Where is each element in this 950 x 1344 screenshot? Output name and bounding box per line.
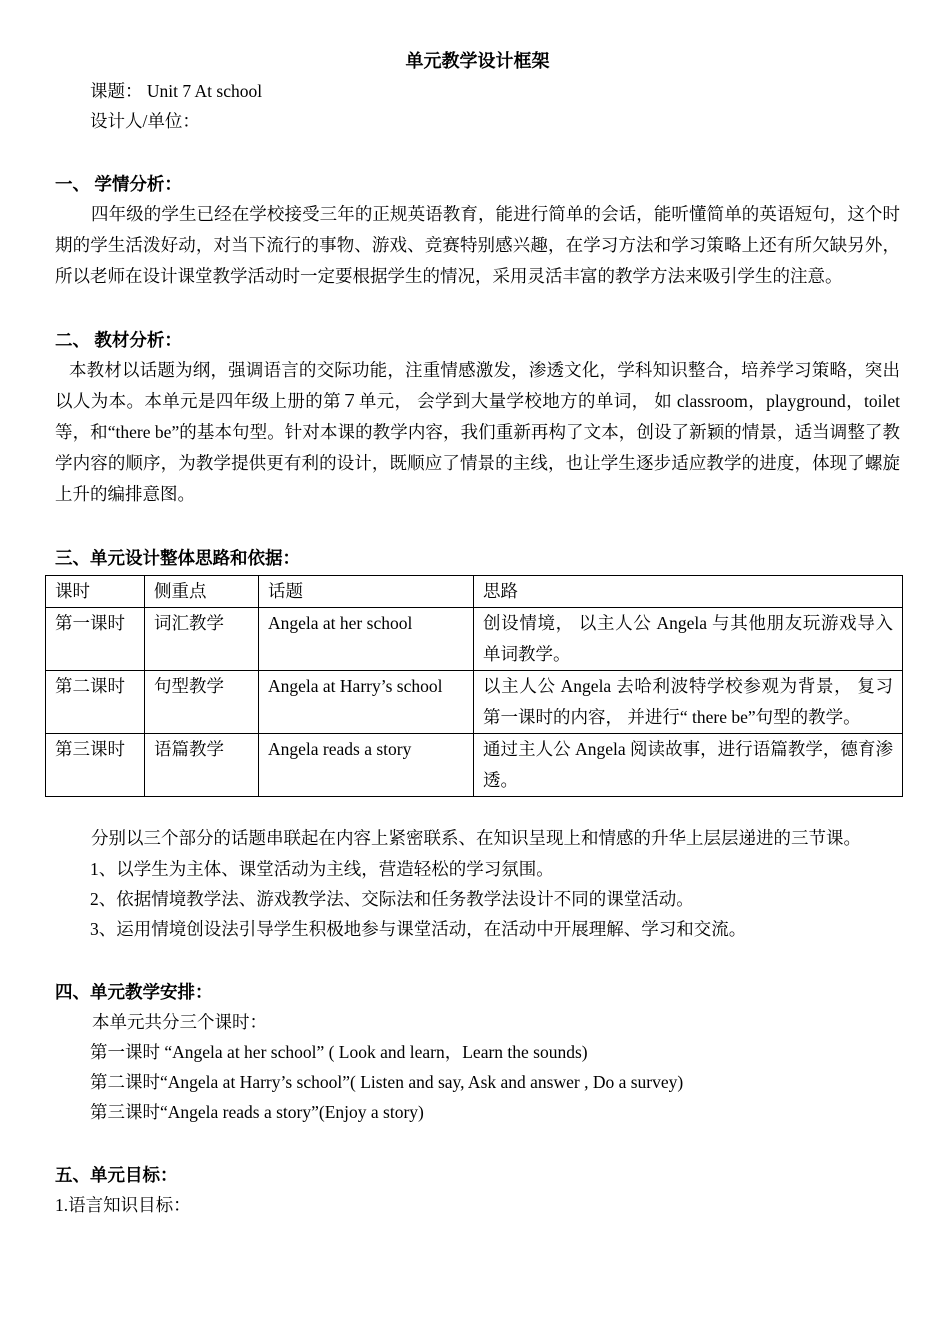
topic-line: 课题： Unit 7 At school (90, 81, 263, 101)
document-title: 单元教学设计框架 (405, 51, 550, 71)
table-cell: Angela at Harry’s school (259, 671, 474, 734)
section-1-heading: 一、 学情分析： (55, 174, 182, 194)
table-row (46, 671, 903, 734)
principle-item: 2、依据情境教学法、游戏教学法、交际法和任务教学法设计不同的课堂活动。 (90, 889, 694, 909)
lesson-item: 第二课时“Angela at Harry’s school”( Listen and say, Ask and answer , Do a survey) (90, 1072, 684, 1092)
section-2-body: 本教材以话题为纲，强调语言的交际功能，注重情感激发，渗透文化，学科知识整合，培养学习策略，突出以人为本。本单元是四年级上册的第７单元， 会学到大量学校地方的单词， 如 classroom，playground，toilet 等，和“there be”的基本句型。针对本课的教学内容，我们重新再构了文本，创设了新颖的情景，适当调整了教学内容的顺序，为教学提供更有利的设计，既顺应了情景的主线，也让学生逐步适应教学的进度，体现了螺旋上升的编排意图。 (55, 360, 900, 504)
lesson-item: 第三课时“Angela reads a story”(Enjoy a story) (90, 1102, 424, 1122)
table-cell: 通过主人公 Angela 阅读故事，进行语篇教学，德育渗透。 (474, 734, 903, 797)
table-cell: 第二课时 (46, 671, 145, 734)
principle-item: 1、以学生为主体、课堂活动为主线，营造轻松的学习氛围。 (90, 859, 554, 879)
table-cell: Angela reads a story (259, 734, 474, 797)
lesson-item: 第一课时 “Angela at her school” ( Look and learn，Learn the sounds) (90, 1042, 588, 1062)
table-cell: 第一课时 (46, 608, 145, 671)
table-cell: 词汇教学 (145, 608, 259, 671)
table-cell: Angela at her school (259, 608, 474, 671)
principle-item: 3、运用情境创设法引导学生积极地参与课堂活动，在活动中开展理解、学习和交流。 (90, 919, 747, 939)
document (55, 46, 900, 1220)
table-header-cell: 话题 (259, 576, 474, 608)
table-header-cell: 思路 (474, 576, 903, 608)
section-1-body: 四年级的学生已经在学校接受三年的正规英语教育，能进行简单的会话，能听懂简单的英语短句，这个时期的学生活泼好动，对当下流行的事物、游戏、竞赛特别感兴趣，在学习方法和学习策略上还有所欠缺另外，所以老师在设计课堂教学活动时一定要根据学生的情况，采用灵活丰富的教学方法来吸引学生的注意。 (55, 204, 900, 286)
section-2-heading: 二、 教材分析： (55, 330, 182, 350)
section-4-intro: 本单元共分三个课时： (92, 1012, 267, 1032)
designer-line: 设计人/单位： (90, 111, 200, 131)
section-3-summary: 分别以三个部分的话题串联起在内容上紧密联系、在知识呈现上和情感的升华上层层递进的三节课。 (91, 828, 861, 848)
table-cell: 语篇教学 (145, 734, 259, 797)
table-header-cell: 课时 (46, 576, 145, 608)
table-cell: 创设情境， 以主人公 Angela 与其他朋友玩游戏导入单词教学。 (474, 608, 903, 671)
table-cell: 以主人公 Angela 去哈利波特学校参观为背景， 复习第一课时的内容， 并进行“ there be”句型的教学。 (474, 671, 903, 734)
section-4-heading: 四、单元教学安排： (55, 982, 213, 1002)
table-cell: 句型教学 (145, 671, 259, 734)
table-row (46, 734, 903, 797)
section-3-heading: 三、单元设计整体思路和依据： (55, 548, 300, 568)
section-5-heading: 五、单元目标： (55, 1165, 178, 1185)
table-row (46, 608, 903, 671)
table-header-cell: 侧重点 (145, 576, 259, 608)
lesson-table (45, 575, 903, 797)
section-5-subheading: 1.语言知识目标： (55, 1195, 191, 1215)
table-cell: 第三课时 (46, 734, 145, 797)
table-header-row (46, 576, 903, 608)
